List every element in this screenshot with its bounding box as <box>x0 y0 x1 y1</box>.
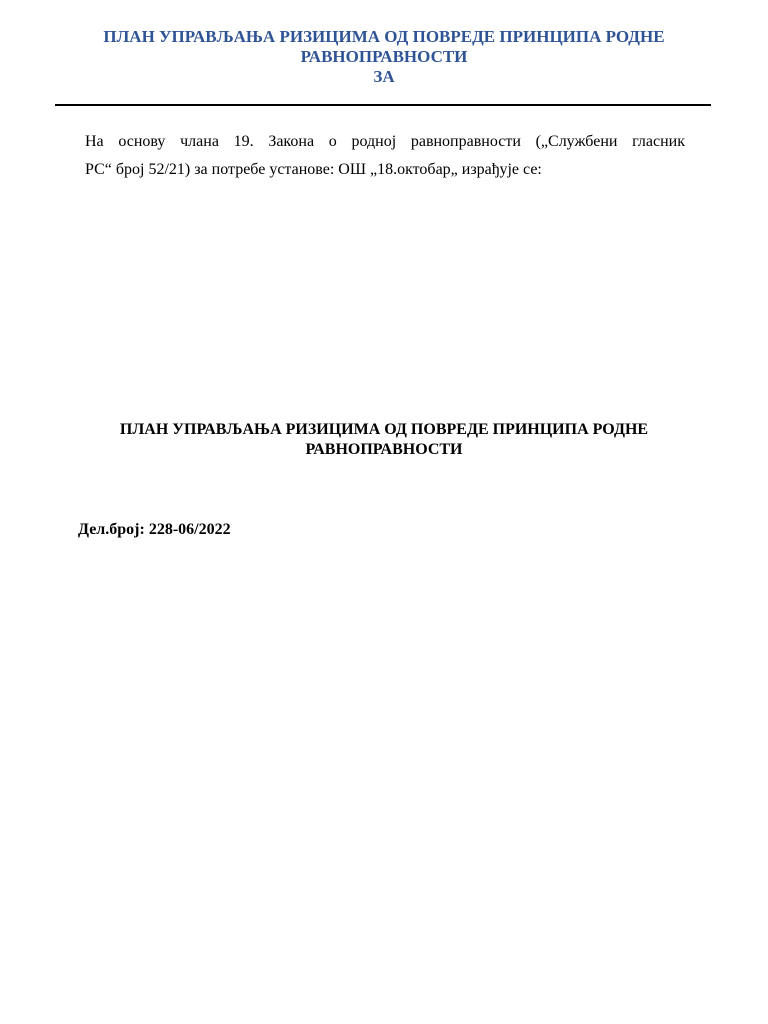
intro-line-2: РС“ број 52/21) за потребе установе: ОШ „18.октобар„ израђује се: <box>85 161 542 178</box>
header-title-line-3: ЗА <box>373 67 395 86</box>
intro-paragraph <box>85 128 685 184</box>
plan-title-line-1: ПЛАН УПРАВЉАЊА РИЗИЦИМА ОД ПОВРЕДЕ ПРИНЦИПА РОДНЕ <box>119 421 649 438</box>
reference-number: Дел.број: 228-06/2022 <box>78 521 231 538</box>
intro-line-1: На основу члана 19. Закона о родној равноправности („Службени гласник <box>85 133 685 150</box>
header-title-line-1: ПЛАН УПРАВЉАЊА РИЗИЦИМА ОД ПОВРЕДЕ ПРИНЦИПА РОДНЕ <box>103 27 665 46</box>
document-header-title <box>60 27 708 87</box>
plan-title-line-2: РАВНОПРАВНОСТИ <box>305 441 463 458</box>
header-title-line-2: РАВНОПРАВНОСТИ <box>300 47 468 66</box>
plan-title <box>60 420 708 460</box>
header-divider <box>55 104 711 106</box>
